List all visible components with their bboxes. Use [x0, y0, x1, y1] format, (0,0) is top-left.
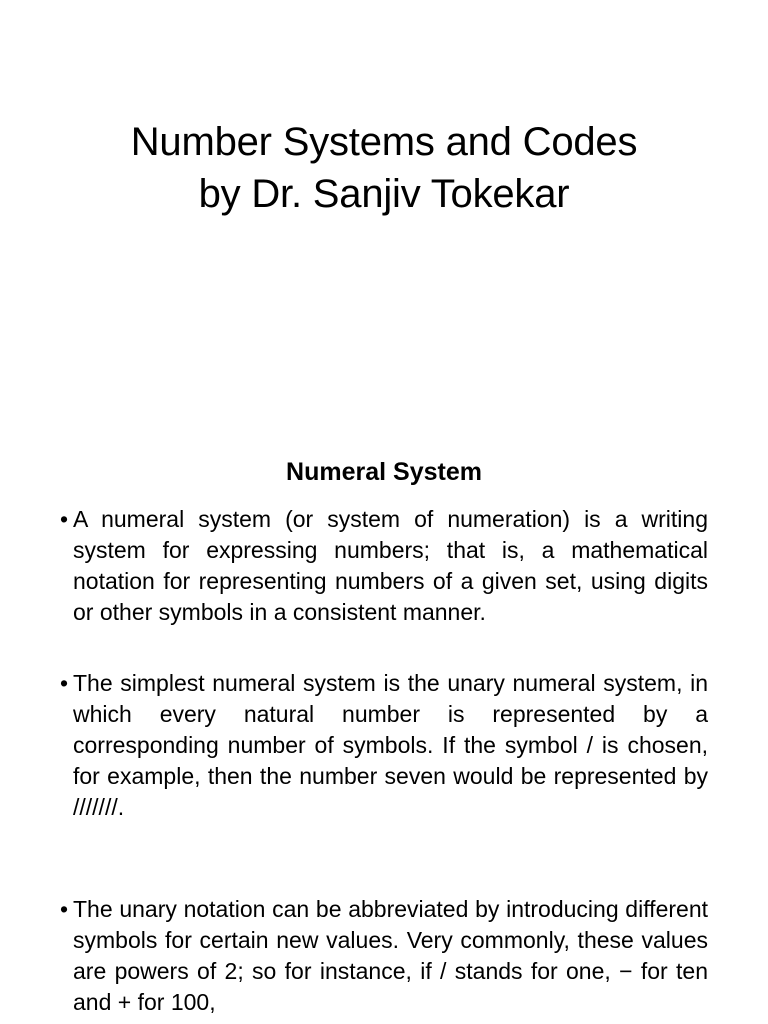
bullet-text: A numeral system (or system of numeration) is a writing system for expressing numbers; that is, a mathematical notation for representing numbers of a given set, using digits or other symbols in a consistent manner. [73, 506, 708, 625]
title-line-2: by Dr. Sanjiv Tokekar [198, 172, 570, 216]
bullet-mark-icon: • [60, 896, 69, 922]
bullet-mark-icon: • [60, 670, 69, 696]
title-line-1: Number Systems and Codes [130, 120, 638, 164]
bullet-item-2 [60, 668, 708, 823]
bullet-item-1 [60, 504, 708, 628]
bullet-mark-icon: • [60, 506, 69, 532]
bullet-item-3 [60, 894, 708, 1018]
bullet-text: The simplest numeral system is the unary numeral system, in which every natural number is represented by a corresponding number of symbols. If the symbol / is chosen, for example, then the number seven would be represented by ///////. [73, 670, 708, 820]
bullet-text: The unary notation can be abbreviated by introducing different symbols for certain new values. Very commonly, these values are powers of 2; so for instance, if / stands for one, − for ten and + for 100, [73, 896, 708, 1015]
slide-title [0, 116, 768, 220]
section-heading: Numeral System [286, 458, 482, 486]
